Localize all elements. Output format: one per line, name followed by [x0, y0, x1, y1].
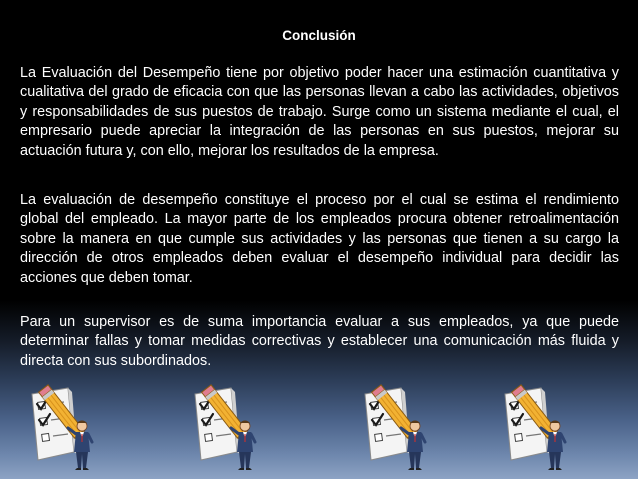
- person-with-pencil-checklist-icon: [495, 382, 577, 472]
- paragraph-2: La evaluación de desempeño constituye el proceso por el cual se estima el rendimiento global del empleado. La mayor parte de los empleados procura obtener retroalimentación sobre la manera en que cumple sus actividades y las personas que tienen a su cargo la dirección de otros empleados deben evaluar el desempeño individual para decidir las acciones que deben tomar.: [20, 192, 619, 286]
- person-with-pencil-checklist-icon: [22, 382, 104, 472]
- paragraph-3: Para un supervisor es de suma importancia evaluar a sus empleados, ya que puede determinar fallas y tomar medidas correctivas y establecer una comunicación más fluida y directa con sus subordinados.: [20, 314, 619, 369]
- person-with-pencil-checklist-icon: [185, 382, 267, 472]
- paragraph-1: La Evaluación del Desempeño tiene por objetivo poder hacer una estimación cuantitativa y cualitativa del grado de eficacia con que las personas llevan a cabo las actividades, objetivos y responsabilidades de sus puestos de trabajo. Surge como un sistema mediante el cual, el empresario puede apreciar la integración de las personas en sus puestos, mejorar su actuación futura y, con ello, mejorar los resultados de la empresa.: [20, 65, 619, 159]
- person-with-pencil-checklist-icon: [355, 382, 437, 472]
- slide-title: Conclusión: [282, 28, 356, 43]
